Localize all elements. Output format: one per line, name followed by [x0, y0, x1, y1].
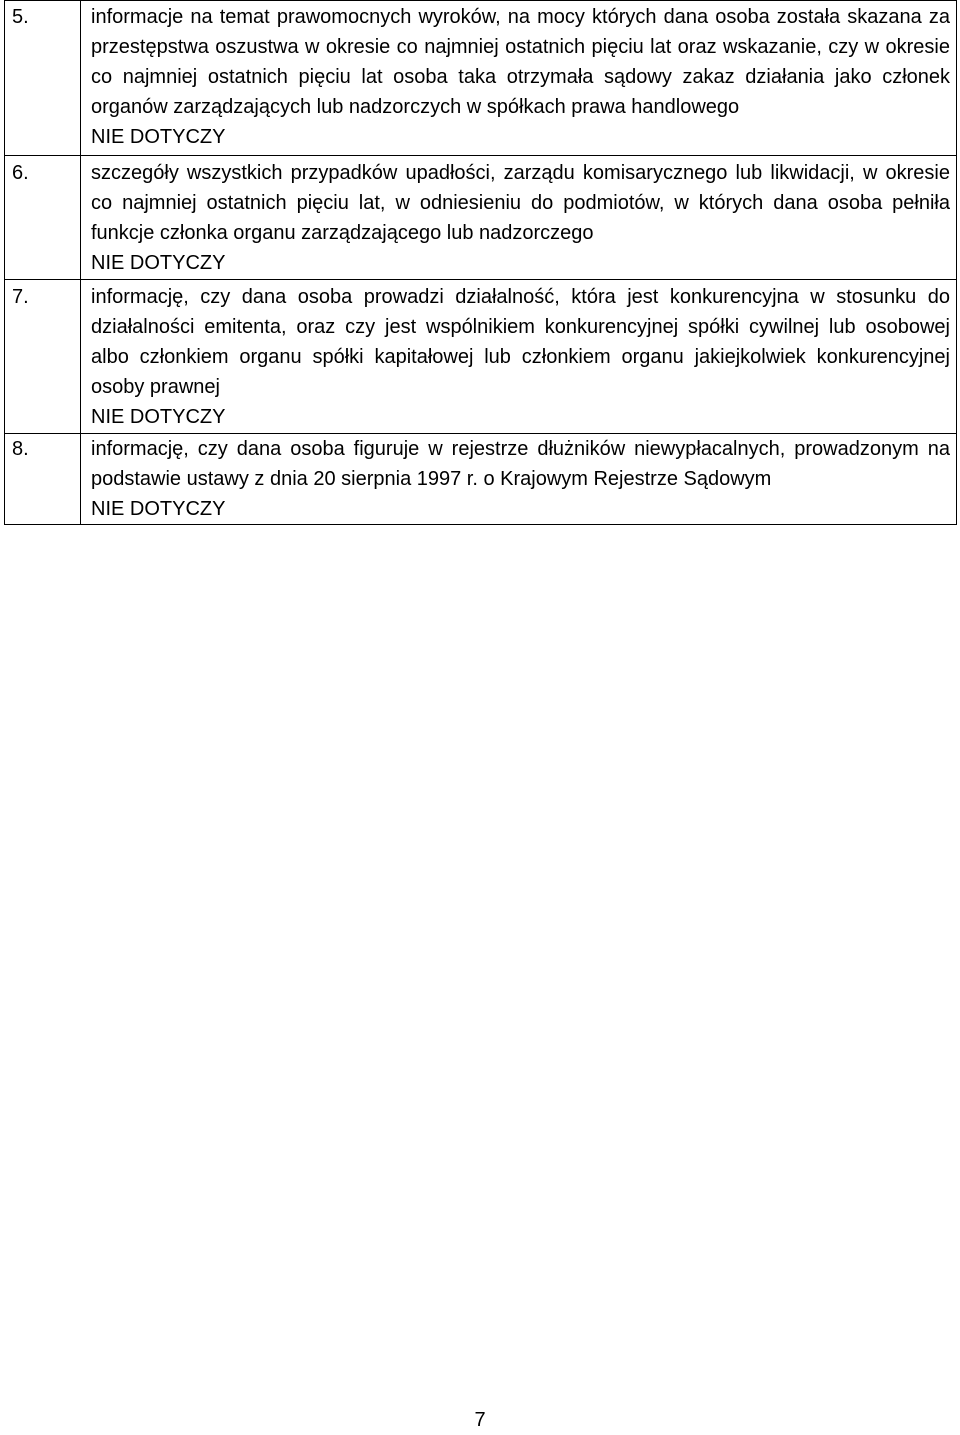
item-number: 5. — [5, 1, 81, 156]
item-status: NIE DOTYCZY — [91, 498, 226, 520]
page-number: 7 — [474, 1409, 486, 1431]
table-row — [5, 280, 957, 434]
item-status: NIE DOTYCZY — [91, 252, 226, 274]
item-status: NIE DOTYCZY — [91, 126, 226, 148]
item-number: 8. — [5, 434, 81, 525]
item-content — [81, 434, 957, 525]
item-content — [81, 1, 957, 156]
item-text: informacje na temat prawomocnych wyroków, na mocy których dana osoba została skazana za przestępstwa oszustwa w okresie co najmniej ostatnich pięciu lat oraz wskazanie, czy w okresie co najmniej ostatnich pięciu lat osoba taka otrzymała sądowy zakaz działania jako członek organów zarządzających lub nadzorczych w spółkach prawa handlowego — [91, 6, 950, 118]
disclosure-table — [4, 0, 957, 525]
item-text: szczegóły wszystkich przypadków upadłości, zarządu komisarycznego lub likwidacji, w okresie co najmniej ostatnich pięciu lat, w odniesieniu do podmiotów, w których dana osoba pełniła funkcje członka organu zarządzającego lub nadzorczego — [91, 162, 950, 244]
table-row — [5, 434, 957, 525]
item-number: 7. — [5, 280, 81, 434]
item-number: 6. — [5, 156, 81, 280]
item-content — [81, 156, 957, 280]
table-row — [5, 1, 957, 156]
table-row — [5, 156, 957, 280]
item-content — [81, 280, 957, 434]
item-status: NIE DOTYCZY — [91, 406, 226, 428]
item-text: informację, czy dana osoba prowadzi działalność, która jest konkurencyjna w stosunku do działalności emitenta, oraz czy jest wspólnikiem konkurencyjnej spółki cywilnej lub osobowej albo członkiem organu spółki kapitałowej lub członkiem organu jakiejkolwiek konkurencyjnej osoby prawnej — [91, 286, 950, 398]
item-text: informację, czy dana osoba figuruje w rejestrze dłużników niewypłacalnych, prowadzonym na podstawie ustawy z dnia 20 sierpnia 1997 r. o Krajowym Rejestrze Sądowym — [91, 438, 950, 490]
